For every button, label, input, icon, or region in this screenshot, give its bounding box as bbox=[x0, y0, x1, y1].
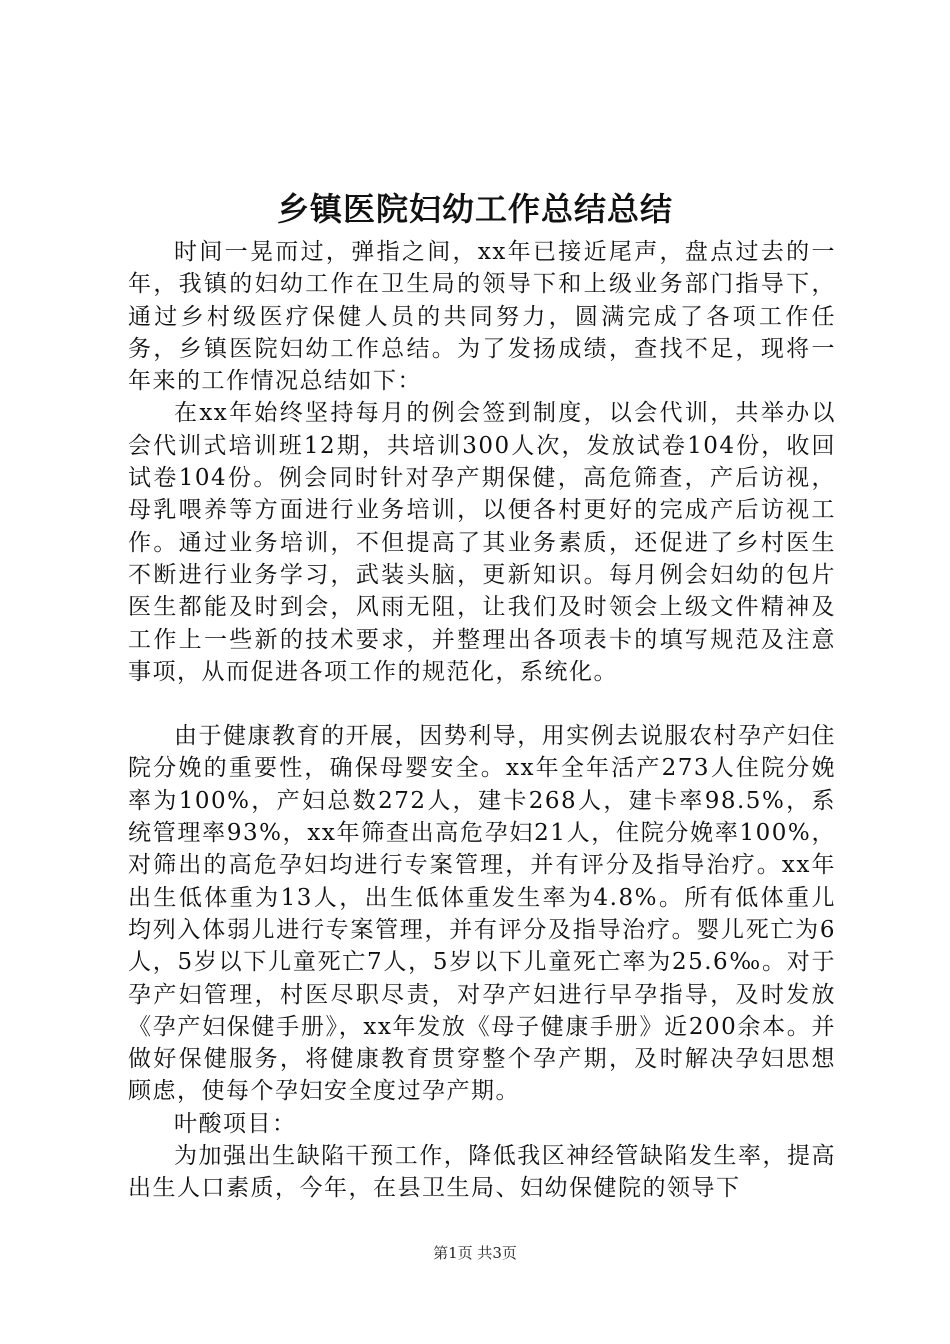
page-footer: 第1页 共3页 bbox=[433, 1244, 517, 1262]
document-title: 乡镇医院妇幼工作总结总结 bbox=[276, 190, 673, 228]
paragraph-gap bbox=[128, 688, 836, 720]
paragraph-training: 在xx年始终坚持每月的例会签到制度，以会代训，共举办以会代训式培训班12期，共培训300人次，发放试卷104份，收回试卷104份。例会同时针对孕产期保健，高危筛查，产后访视，母乳喂养等方面进行业务培训，以便各村更好的完成产后访视工作。通过业务培训，不但提高了其业务素质，还促进了乡村医生不断进行业务学习，武装头脑，更新知识。每月例会妇幼的包片医生都能及时到会，风雨无阻，让我们及时领会上级文件精神及工作上一些新的技术要求，并整理出各项表卡的填写规范及注意事项，从而促进各项工作的规范化，系统化。 bbox=[128, 400, 836, 685]
document-body bbox=[128, 236, 836, 1205]
paragraph-folic-acid-heading: 叶酸项目： bbox=[174, 1110, 297, 1137]
paragraph-intro: 时间一晃而过，弹指之间，xx年已接近尾声，盘点过去的一年，我镇的妇幼工作在卫生局的领导下和上级业务部门指导下，通过乡村级医疗保健人员的共同努力，圆满完成了各项工作任务，乡镇医院妇幼工作总结。为了发扬成绩，查找不足，现将一年来的工作情况总结如下： bbox=[128, 239, 836, 395]
paragraph-health-education: 由于健康教育的开展，因势利导，用实例去说服农村孕产妇住院分娩的重要性，确保母婴安全。xx年全年活产273人住院分娩率为100%，产妇总数272人，建卡268人，建卡率98.5%，系统管理率93%，xx年筛查出高危孕妇21人，住院分娩率100%，对筛出的高危孕妇均进行专案管理，并有评分及指导治疗。xx年出生低体重为13人，出生低体重发生率为4.8%。所有低体重儿均列入体弱儿进行专案管理，并有评分及指导治疗。婴儿死亡为6人，5岁以下儿童死亡7人，5岁以下儿童死亡率为25.6‰。对于孕产妇管理，村医尽职尽责，对孕产妇进行早孕指导，及时发放《孕产妇保健手册》，xx年发放《母子健康手册》近200余本。并做好保健服务，将健康教育贯穿整个孕产期，及时解决孕妇思想顾虑，使每个孕妇安全度过孕产期。 bbox=[128, 723, 836, 1105]
paragraph-folic-acid: 为加强出生缺陷干预工作，降低我区神经管缺陷发生率，提高出生人口素质，今年，在县卫生局、妇幼保健院的领导下 bbox=[128, 1143, 836, 1202]
